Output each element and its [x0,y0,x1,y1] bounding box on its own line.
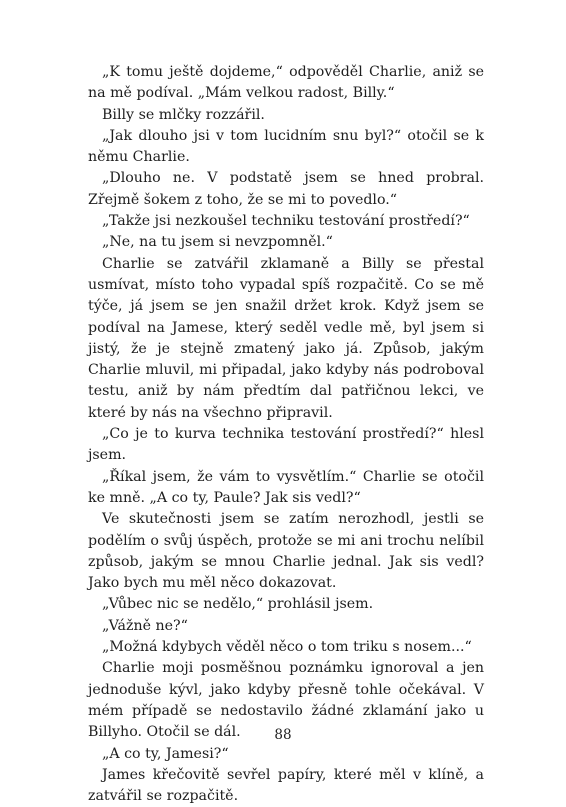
paragraph: „Co je to kurva technika testování prostředí?“ hlesl jsem. [88,426,484,464]
paragraph: „Říkal jsem, že vám to vysvětlím.“ Charlie se otočil ke mně. „A co ty, Paule? Jak sis vedl?“ [88,468,484,506]
paragraph: Charlie moji posměšnou poznámku ignoroval a jen jednoduše kývl, jako kdyby přesně tohle očekával. V mém případě se nedostavilo žádné zklamání jako u Billyho. Otočil se dál. [88,660,484,741]
paragraph: „Takže jsi nezkoušel techniku testování prostředí?“ [102,213,470,230]
paragraph: „Ne, na tu jsem si nevzpomněl.“ [102,234,333,251]
paragraph: „Jak dlouho jsi v tom lucidním snu byl?“ otočil se k němu Charlie. [88,127,484,166]
paragraph: „A co ty, Jamesi?“ [102,745,229,762]
paragraph: Billy se mlčky rozzářil. [102,106,265,123]
page-number: 88 [274,727,292,743]
paragraph: Charlie se zatvářil zklamaně a Billy se přestal usmívat, místo toho vypadal spíš rozpačitě. Co se mě týče, já jsem se jen snažil držet krok. Když jsem se podíval na Jamese, který seděl vedle mě, byl jsem si jistý, že je stejně zmatený jako já. Způsob, jakým Charlie mluvil, mi připadal, jako kdyby nás podroboval testu, aniž by nám předtím dal patřičnou lekci, ve které by nás na všechno připravil. [88,255,484,421]
paragraph: „Vůbec nic se nedělo,“ prohlásil jsem. [102,596,374,613]
paragraph: „Možná kdybych věděl něco o tom triku s nosem...“ [102,639,472,656]
paragraph: „Vážně ne?“ [102,617,188,634]
paragraph: James křečovitě sevřel papíry, které měl v klíně, a zatvářil se rozpačitě. [88,766,484,805]
paragraph: Ve skutečnosti jsem se zatím nerozhodl, jestli se podělím o svůj úspěch, protože se mi ani trochu nelíbil způsob, jakým se mnou Charlie jednal. Jak sis vedl? Jako bych mu měl něco dokazovat. [88,511,484,592]
paragraph: „Dlouho ne. V podstatě jsem se hned probral. Zřejmě šokem z toho, že se mi to povedlo.“ [88,170,484,208]
body-text [88,62,484,807]
paragraph: „K tomu ještě dojdeme,“ odpověděl Charlie, aniž se na mě podíval. „Mám velkou radost, Billy.“ [88,64,484,102]
